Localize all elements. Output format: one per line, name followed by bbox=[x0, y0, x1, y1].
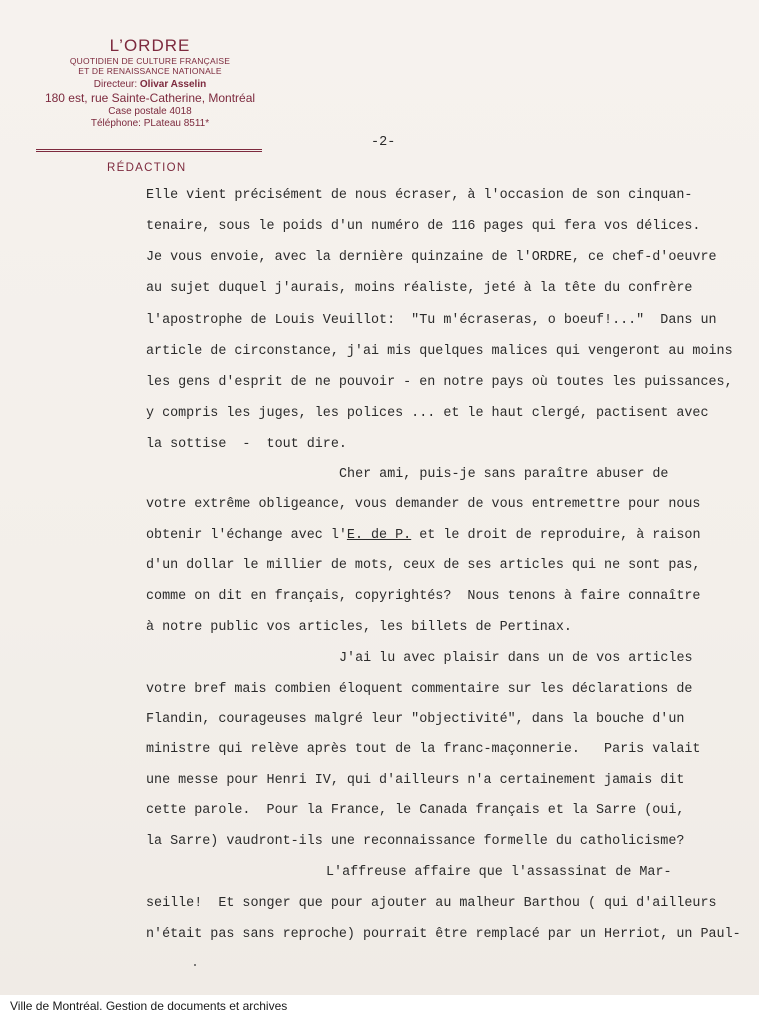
letter-line: les gens d'esprit de ne pouvoir - en notre pays où toutes les puissances, bbox=[146, 375, 733, 390]
letter-line: au sujet duquel j'aurais, moins réaliste, jeté à la tête du confrère bbox=[146, 281, 693, 296]
page-number: -2- bbox=[371, 135, 396, 150]
letter-line: J'ai lu avec plaisir dans un de vos articles bbox=[339, 651, 693, 666]
newspaper-tagline-2: ET DE RENAISSANCE NATIONALE bbox=[78, 66, 222, 76]
publication-abbreviation: E. de P. bbox=[346, 528, 412, 543]
street-address: 180 est, rue Sainte-Catherine, Montréal bbox=[44, 91, 256, 105]
letter-line: L'affreuse affaire que l'assassinat de Mar- bbox=[326, 865, 672, 880]
letter-line: à notre public vos articles, les billets de Pertinax. bbox=[146, 620, 572, 635]
section-label: RÉDACTION bbox=[107, 162, 187, 174]
letter-line: Je vous envoie, avec la dernière quinzaine de l'ORDRE, ce chef-d'oeuvre bbox=[146, 250, 717, 265]
letter-line: Flandin, courageuses malgré leur "objectivité", dans la bouche d'un bbox=[146, 712, 685, 727]
letter-line: comme on dit en français, copyrightés? Nous tenons à faire connaître bbox=[146, 589, 701, 604]
letter-line: y compris les juges, les polices ... et le haut clergé, pactisent avec bbox=[146, 406, 709, 421]
letter-line: seille! Et songer que pour ajouter au malheur Barthou ( qui d'ailleurs bbox=[146, 896, 717, 911]
letter-line: cette parole. Pour la France, le Canada français et la Sarre (oui, bbox=[146, 803, 685, 818]
letter-line: Elle vient précisément de nous écraser, à l'occasion de son cinquan- bbox=[146, 188, 693, 203]
letter-text-segment: et le droit de reproduire, à raison bbox=[411, 528, 701, 543]
letter-line: l'apostrophe de Louis Veuillot: "Tu m'écraseras, o boeuf!..." Dans un bbox=[146, 313, 717, 328]
director-label: Directeur: bbox=[93, 79, 140, 90]
newspaper-tagline-1: QUOTIDIEN DE CULTURE FRANÇAISE bbox=[69, 56, 231, 66]
letter-line: n'était pas sans reproche) pourrait être remplacé par un Herriot, un Paul- bbox=[146, 927, 741, 942]
letter-line: ministre qui relève après tout de la franc-maçonnerie. Paris valait bbox=[146, 742, 701, 757]
archive-credit: Ville de Montréal. Gestion de documents et archives bbox=[10, 999, 288, 1013]
letter-line: votre bref mais combien éloquent commentaire sur les déclarations de bbox=[146, 682, 693, 697]
letter-line: d'un dollar le millier de mots, ceux de ses articles qui ne sont pas, bbox=[146, 558, 701, 573]
letter-line: Cher ami, puis-je sans paraître abuser de bbox=[339, 467, 669, 482]
letter-line: la Sarre) vaudront-ils une reconnaissance formelle du catholicisme? bbox=[146, 834, 685, 849]
director-name: Olivar Asselin bbox=[139, 79, 207, 90]
letter-line: votre extrême obligeance, vous demander de vous entremettre pour nous bbox=[146, 497, 701, 512]
letter-line: une messe pour Henri IV, qui d'ailleurs n'a certainement jamais dit bbox=[146, 773, 685, 788]
letter-line: article de circonstance, j'ai mis quelques malices qui vengeront au moins bbox=[146, 344, 733, 359]
letter-line bbox=[146, 528, 701, 544]
ink-speck bbox=[194, 964, 196, 966]
letter-line: tenaire, sous le poids d'un numéro de 116 pages qui fera vos délices. bbox=[146, 219, 701, 234]
phone-number: Téléphone: PLateau 8511* bbox=[90, 118, 210, 129]
letter-text-segment: obtenir l'échange avec l' bbox=[146, 528, 347, 543]
newspaper-title: L’ORDRE bbox=[109, 36, 191, 55]
letter-line: la sottise - tout dire. bbox=[146, 437, 347, 452]
postal-box: Case postale 4018 bbox=[108, 106, 192, 117]
